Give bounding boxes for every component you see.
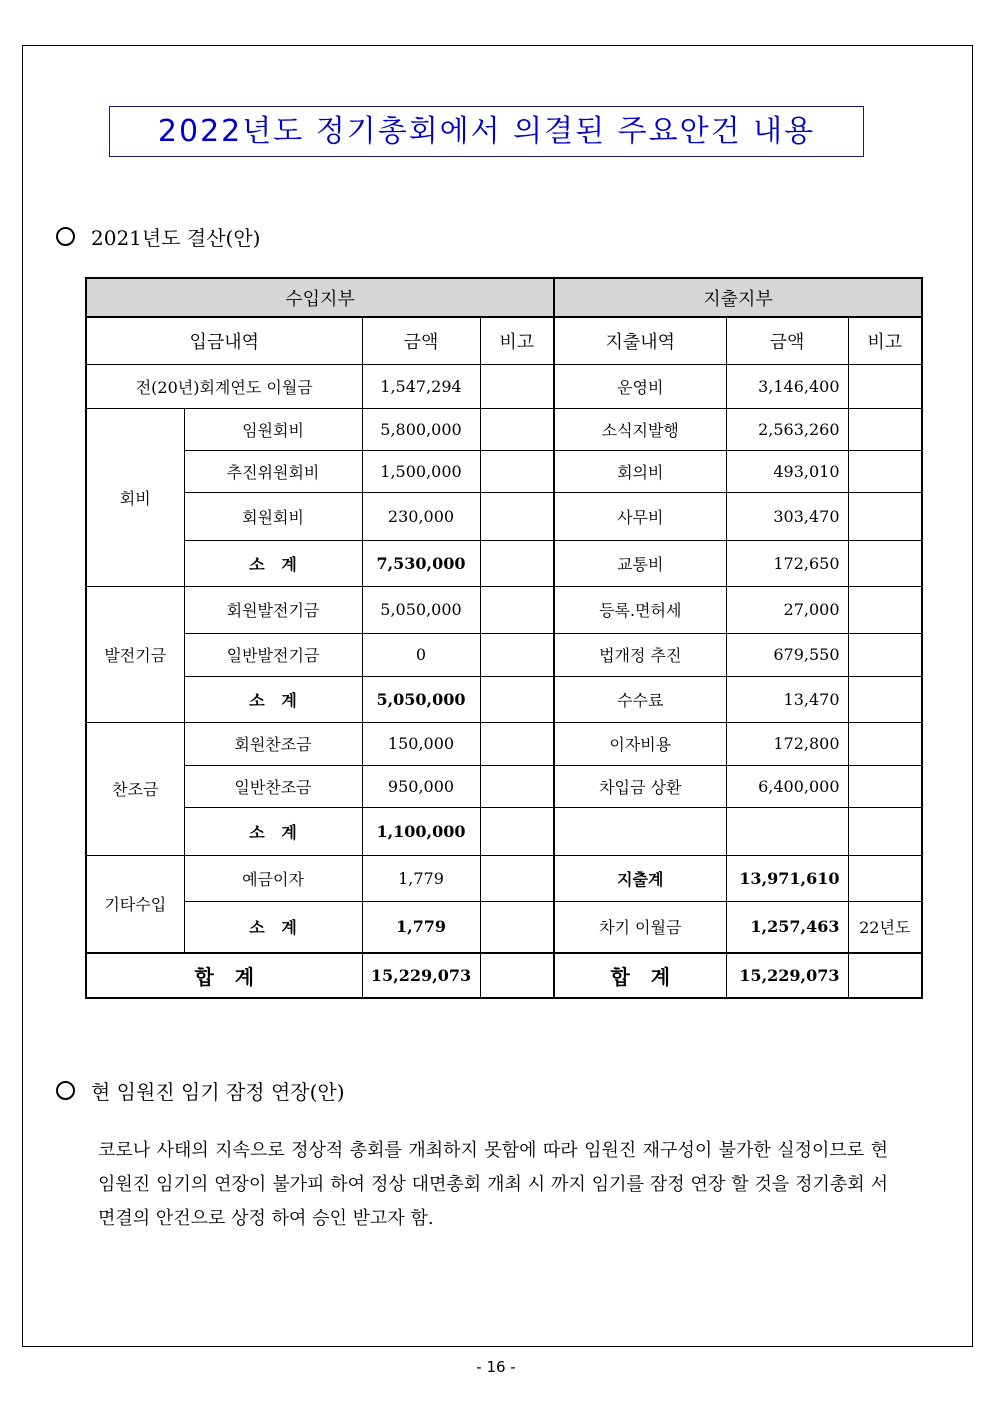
expense-note xyxy=(848,450,922,492)
income-note-cell xyxy=(480,676,554,722)
income-amount: 1,779 xyxy=(362,855,480,901)
income-item: 회원발전기금 xyxy=(184,586,362,633)
column-header-income-amount: 금액 xyxy=(362,317,480,364)
expense-note xyxy=(848,722,922,765)
expense-amount: 679,550 xyxy=(726,633,848,676)
expense-amount: 493,010 xyxy=(726,450,848,492)
carryover-amount: 1,547,294 xyxy=(362,364,480,408)
subtotal-amount: 7,530,000 xyxy=(362,540,480,586)
income-note-cell xyxy=(480,953,554,998)
document-title: 2022년도 정기총회에서 의결된 주요안건 내용 xyxy=(109,106,864,157)
expense-note xyxy=(848,633,922,676)
expense-item: 소식지발행 xyxy=(554,408,726,450)
table-row xyxy=(86,953,922,998)
table-row xyxy=(86,586,922,633)
expense-total-label: 지출계 xyxy=(554,855,726,901)
carryover-label: 전(20년)회계연도 이월금 xyxy=(86,364,362,408)
subtotal-label: 소 계 xyxy=(184,540,362,586)
income-grand-total-label: 합 계 xyxy=(86,953,362,998)
table-row xyxy=(86,855,922,901)
expense-note xyxy=(848,676,922,722)
expense-note xyxy=(848,364,922,408)
subtotal-label: 소 계 xyxy=(184,676,362,722)
section-heading-text: 현 임원진 임기 잠정 연장(안) xyxy=(91,1080,345,1104)
income-note-cell xyxy=(480,408,554,450)
expense-note: 22년도 xyxy=(848,901,922,953)
section-heading-settlement xyxy=(56,222,260,251)
expense-amount: 27,000 xyxy=(726,586,848,633)
group-label-sponsor: 찬조금 xyxy=(86,722,184,855)
settlement-table xyxy=(85,277,923,999)
column-header-expense-note: 비고 xyxy=(848,317,922,364)
income-grand-total-amount: 15,229,073 xyxy=(362,953,480,998)
expense-note xyxy=(848,855,922,901)
income-note-cell xyxy=(480,492,554,540)
group-label-dev-fund: 발전기금 xyxy=(86,586,184,722)
expense-note xyxy=(848,807,922,855)
expense-item: 법개정 추진 xyxy=(554,633,726,676)
table-row xyxy=(86,722,922,765)
expense-amount: 13,470 xyxy=(726,676,848,722)
table-row xyxy=(86,492,922,540)
income-amount: 5,050,000 xyxy=(362,586,480,633)
expense-amount: 3,146,400 xyxy=(726,364,848,408)
expense-note xyxy=(848,586,922,633)
expense-item: 운영비 xyxy=(554,364,726,408)
table-row xyxy=(86,807,922,855)
expense-amount: 172,800 xyxy=(726,722,848,765)
page-number: - 16 - xyxy=(476,1358,516,1376)
group-label-other: 기타수입 xyxy=(86,855,184,953)
expense-item: 교통비 xyxy=(554,540,726,586)
column-header-income-item: 입금내역 xyxy=(86,317,362,364)
expense-note xyxy=(848,765,922,807)
income-item: 회원회비 xyxy=(184,492,362,540)
subtotal-amount: 1,779 xyxy=(362,901,480,953)
income-amount: 950,000 xyxy=(362,765,480,807)
expense-item: 차기 이월금 xyxy=(554,901,726,953)
term-extension-paragraph: 코로나 사태의 지속으로 정상적 총회를 개최하지 못함에 따라 임원진 재구성이 불가한 실정이므로 현 임원진 임기의 연장이 불가피 하여 정상 대면총회 개최 시 까지 임기를 잠정 연장 할 것을 정기총회 서면결의 안건으로 상정 하여 승인 받고자 함. xyxy=(98,1140,888,1229)
expense-section-header: 지출지부 xyxy=(554,278,922,317)
expense-amount: 2,563,260 xyxy=(726,408,848,450)
table-row xyxy=(86,633,922,676)
expense-item: 이자비용 xyxy=(554,722,726,765)
income-amount: 1,500,000 xyxy=(362,450,480,492)
income-item: 일반찬조금 xyxy=(184,765,362,807)
table-row xyxy=(86,765,922,807)
expense-item: 차입금 상환 xyxy=(554,765,726,807)
income-note-cell xyxy=(480,586,554,633)
income-note-cell xyxy=(480,450,554,492)
section-heading-text: 2021년도 결산(안) xyxy=(91,226,261,250)
income-item: 예금이자 xyxy=(184,855,362,901)
column-header-expense-amount: 금액 xyxy=(726,317,848,364)
income-item: 일반발전기금 xyxy=(184,633,362,676)
expense-grand-total-amount: 15,229,073 xyxy=(726,953,848,998)
subtotal-amount: 5,050,000 xyxy=(362,676,480,722)
income-note-cell xyxy=(480,540,554,586)
expense-item: 사무비 xyxy=(554,492,726,540)
expense-amount: 172,650 xyxy=(726,540,848,586)
income-amount: 5,800,000 xyxy=(362,408,480,450)
expense-grand-total-label: 합 계 xyxy=(554,953,726,998)
subtotal-amount: 1,100,000 xyxy=(362,807,480,855)
group-label-fees: 회비 xyxy=(86,408,184,586)
subtotal-label: 소 계 xyxy=(184,901,362,953)
income-note-cell xyxy=(480,722,554,765)
income-note-cell xyxy=(480,807,554,855)
income-note-cell xyxy=(480,901,554,953)
income-note-cell xyxy=(480,855,554,901)
table-row xyxy=(86,450,922,492)
expense-item: 등록.면허세 xyxy=(554,586,726,633)
table-row xyxy=(86,540,922,586)
section-heading-term-extension xyxy=(56,1076,345,1105)
circle-bullet-icon xyxy=(56,1081,75,1100)
column-header-income-note: 비고 xyxy=(480,317,554,364)
income-note-cell xyxy=(480,633,554,676)
expense-amount: 1,257,463 xyxy=(726,901,848,953)
table-row xyxy=(86,364,922,408)
expense-amount: 303,470 xyxy=(726,492,848,540)
expense-amount xyxy=(726,807,848,855)
income-amount: 230,000 xyxy=(362,492,480,540)
income-amount: 0 xyxy=(362,633,480,676)
expense-total-amount: 13,971,610 xyxy=(726,855,848,901)
circle-bullet-icon xyxy=(56,227,75,246)
table-row xyxy=(86,676,922,722)
expense-item: 회의비 xyxy=(554,450,726,492)
expense-amount: 6,400,000 xyxy=(726,765,848,807)
subtotal-label: 소 계 xyxy=(184,807,362,855)
income-item: 회원찬조금 xyxy=(184,722,362,765)
table-row xyxy=(86,901,922,953)
table-row xyxy=(86,408,922,450)
income-item: 임원회비 xyxy=(184,408,362,450)
income-section-header: 수입지부 xyxy=(86,278,554,317)
expense-item xyxy=(554,807,726,855)
column-header-expense-item: 지출내역 xyxy=(554,317,726,364)
income-amount: 150,000 xyxy=(362,722,480,765)
expense-note xyxy=(848,408,922,450)
expense-note xyxy=(848,953,922,998)
income-note-cell xyxy=(480,765,554,807)
income-item: 추진위원회비 xyxy=(184,450,362,492)
expense-note xyxy=(848,540,922,586)
income-note-cell xyxy=(480,364,554,408)
expense-note xyxy=(848,492,922,540)
expense-item: 수수료 xyxy=(554,676,726,722)
